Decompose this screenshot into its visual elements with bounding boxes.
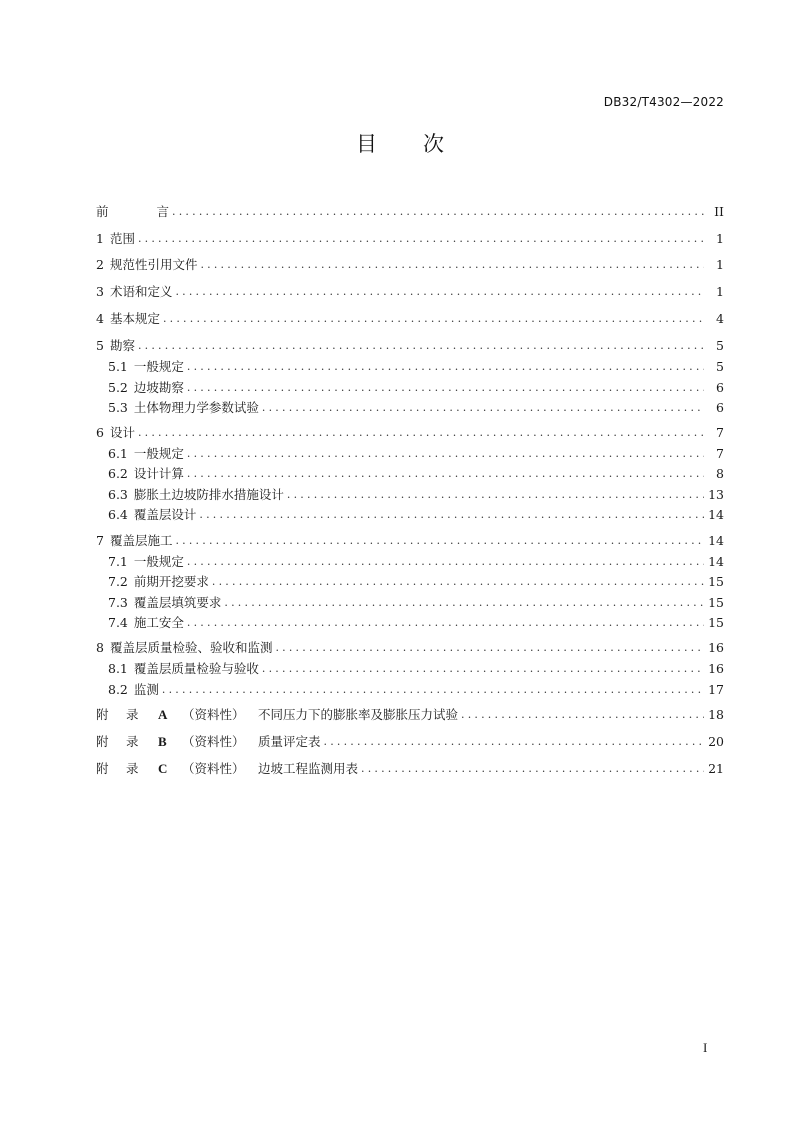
dot-leader — [212, 573, 704, 591]
toc-label — [108, 445, 184, 463]
dot-leader — [461, 706, 704, 724]
toc-entry[interactable] — [108, 594, 724, 612]
dot-leader — [187, 379, 704, 397]
dot-leader — [138, 230, 704, 248]
toc-entry-appendix-b[interactable]: 附 录 B （资料性） 质量评定表 ..... 20 — [96, 733, 724, 751]
toc-label — [96, 310, 160, 328]
toc-page-number: 6 — [716, 380, 724, 395]
toc-label — [108, 379, 184, 397]
toc-entry[interactable] — [108, 358, 724, 376]
toc-label — [108, 358, 184, 376]
toc-page-number: 8 — [716, 466, 724, 481]
dot-leader — [361, 760, 704, 778]
toc-page-number: 6 — [716, 400, 724, 415]
toc-entry[interactable] — [108, 379, 724, 397]
toc-page-number: 15 — [708, 595, 724, 610]
toc-entry[interactable] — [96, 310, 724, 328]
toc-section-number: 7.3 — [108, 595, 128, 610]
dot-leader — [187, 465, 704, 483]
toc-section-number: 5 — [96, 338, 104, 353]
toc-entry[interactable] — [108, 506, 724, 524]
toc-entry[interactable] — [96, 424, 724, 442]
dot-leader — [163, 310, 704, 328]
toc-section-title: 术语和定义 — [109, 284, 173, 299]
toc-label — [96, 256, 197, 274]
dot-leader — [187, 445, 704, 463]
toc-section-number: 7.2 — [108, 574, 128, 589]
toc-section-number: 3 — [96, 284, 104, 299]
toc-label — [96, 337, 135, 355]
toc-page-number: 15 — [708, 615, 724, 630]
toc-page-number: 1 — [716, 284, 724, 299]
dot-leader — [275, 639, 704, 657]
toc-section-number: 6.1 — [108, 446, 128, 461]
dot-leader — [324, 733, 704, 751]
toc-label — [108, 573, 209, 591]
toc-section-title: 膨胀土边坡防排水措施设计 — [133, 487, 284, 502]
toc-page-number: 5 — [716, 359, 724, 374]
toc-entry[interactable] — [108, 465, 724, 483]
toc-entry[interactable] — [96, 532, 724, 550]
dot-leader — [138, 337, 704, 355]
toc-page-number: 13 — [708, 487, 724, 502]
toc-label: 前 言 — [96, 204, 170, 219]
toc-page-number: II — [714, 204, 724, 219]
toc-label — [108, 553, 184, 571]
dot-leader — [187, 553, 704, 571]
dot-leader — [175, 283, 704, 301]
toc-entry[interactable] — [96, 256, 724, 274]
toc-page-number: 7 — [716, 446, 724, 461]
toc-label — [108, 506, 196, 524]
dot-leader — [175, 532, 704, 550]
toc-section-title: 前期开挖要求 — [133, 574, 209, 589]
toc-label — [96, 424, 135, 442]
toc-section-title: 一般规定 — [133, 554, 184, 569]
toc-entry[interactable] — [108, 614, 724, 632]
toc-section-number: 6.2 — [108, 466, 128, 481]
toc-label — [108, 614, 184, 632]
toc-section-number: 6.3 — [108, 487, 128, 502]
page-title — [0, 128, 800, 158]
document-code: DB32/T4302—2022 — [603, 95, 724, 109]
dot-leader — [172, 203, 704, 221]
toc-section-title: 覆盖层填筑要求 — [133, 595, 222, 610]
toc-section-number: 2 — [96, 257, 104, 272]
toc-section-title: 覆盖层设计 — [133, 507, 197, 522]
toc-section-number: 5.2 — [108, 380, 128, 395]
toc-entry-appendix-c[interactable]: 附 录 C （资料性） 边坡工程监测用表 ..... 21 — [96, 760, 724, 778]
toc-section-title: 基本规定 — [109, 311, 160, 326]
toc-section-title: 规范性引用文件 — [109, 257, 198, 272]
toc-page-number: 7 — [716, 425, 724, 440]
toc-section-title: 勘察 — [109, 338, 135, 353]
toc-page-number: 16 — [708, 640, 724, 655]
dot-leader — [162, 681, 704, 699]
toc-page-number: 5 — [716, 338, 724, 353]
toc-section-number: 8.1 — [108, 661, 128, 676]
title-char-2: 次 — [423, 132, 444, 156]
toc-entry[interactable] — [96, 337, 724, 355]
toc-entry[interactable] — [108, 445, 724, 463]
toc-section-number: 4 — [96, 311, 104, 326]
dot-leader — [262, 399, 704, 417]
toc-label — [108, 486, 284, 504]
toc-section-title: 一般规定 — [133, 446, 184, 461]
dot-leader — [187, 358, 704, 376]
toc-section-number: 5.1 — [108, 359, 128, 374]
toc-section-number: 7 — [96, 533, 104, 548]
dot-leader — [187, 614, 704, 632]
toc-label — [108, 399, 259, 417]
toc-entry[interactable] — [108, 573, 724, 591]
toc-section-title: 覆盖层质量检验、验收和监测 — [109, 640, 273, 655]
toc-page-number: 14 — [708, 533, 724, 548]
toc-section-title: 边坡勘察 — [133, 380, 184, 395]
toc-section-title: 监测 — [133, 682, 159, 697]
dot-leader — [224, 594, 704, 612]
toc-section-title: 设计计算 — [133, 466, 184, 481]
toc-section-number: 1 — [96, 231, 104, 246]
toc-section-number: 7.1 — [108, 554, 128, 569]
toc-entry[interactable] — [96, 283, 724, 301]
toc-section-number: 8.2 — [108, 682, 128, 697]
toc-section-title: 覆盖层施工 — [109, 533, 173, 548]
toc-entry[interactable] — [96, 639, 724, 657]
toc-entry[interactable] — [108, 553, 724, 571]
toc-section-number: 7.4 — [108, 615, 128, 630]
toc-section-title: 一般规定 — [133, 359, 184, 374]
toc-entry[interactable] — [96, 230, 724, 248]
toc-section-title: 覆盖层质量检验与验收 — [133, 661, 259, 676]
toc-label — [108, 660, 259, 678]
toc-page-number: 20 — [708, 734, 724, 749]
toc-page-number: 16 — [708, 661, 724, 676]
toc-entry[interactable] — [108, 660, 724, 678]
toc-section-title: 施工安全 — [133, 615, 184, 630]
toc-entry[interactable] — [108, 399, 724, 417]
footer-page-number: I — [703, 1040, 708, 1055]
toc-label — [108, 594, 221, 612]
toc-page-number: 1 — [716, 257, 724, 272]
toc-section-number: 5.3 — [108, 400, 128, 415]
toc-label — [96, 532, 172, 550]
toc-label — [96, 230, 135, 248]
toc-page-number: 4 — [716, 311, 724, 326]
dot-leader — [262, 660, 704, 678]
toc-page-number: 14 — [708, 554, 724, 569]
title-char-1: 目 — [356, 132, 377, 156]
toc-label — [96, 639, 272, 657]
toc-section-number: 6.4 — [108, 507, 128, 522]
toc-section-number: 6 — [96, 425, 104, 440]
toc-label — [96, 283, 172, 301]
dot-leader — [200, 256, 704, 274]
toc-entry-appendix-a[interactable]: 附 录 A （资料性） 不同压力下的膨胀率及膨胀压力试验 ..... 18 — [96, 706, 724, 724]
toc-page-number: 15 — [708, 574, 724, 589]
toc-page-number: 14 — [708, 507, 724, 522]
toc-page-number: 17 — [708, 682, 724, 697]
toc-section-title: 土体物理力学参数试验 — [133, 400, 259, 415]
toc-page-number: 21 — [708, 761, 724, 776]
toc-label — [108, 681, 159, 699]
toc-page-number: 1 — [716, 231, 724, 246]
dot-leader — [138, 424, 704, 442]
toc-section-number: 8 — [96, 640, 104, 655]
toc-label — [108, 465, 184, 483]
toc-page-number: 18 — [708, 707, 724, 722]
toc-entry[interactable] — [108, 681, 724, 699]
dot-leader — [287, 486, 704, 504]
toc-entry-preface[interactable] — [96, 203, 724, 221]
dot-leader — [199, 506, 704, 524]
toc-entry[interactable] — [108, 486, 724, 504]
toc-section-title: 设计 — [109, 425, 135, 440]
toc-section-title: 范围 — [109, 231, 135, 246]
